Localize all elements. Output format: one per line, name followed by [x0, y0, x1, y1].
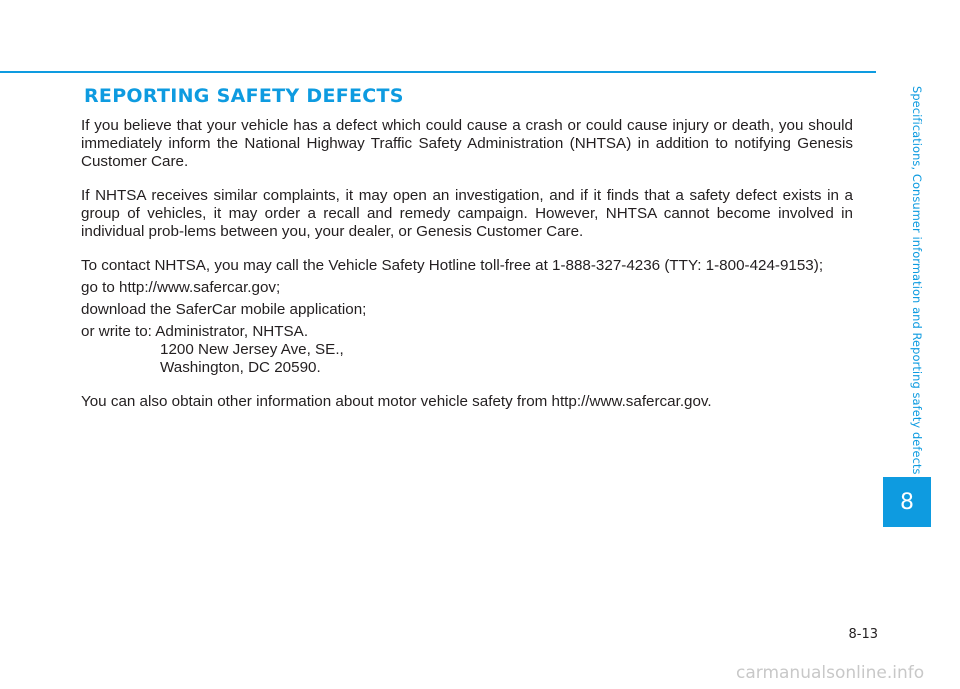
address-street: 1200 New Jersey Ave, SE., — [160, 341, 344, 358]
chapter-tab — [883, 477, 931, 527]
contact-website: go to http://www.safercar.gov; — [81, 279, 281, 296]
body-content — [81, 117, 853, 415]
chapter-number: 8 — [900, 489, 914, 515]
contact-mobile-app: download the SaferCar mobile application; — [81, 301, 367, 318]
paragraph-closing: You can also obtain other information about motor vehicle safety from http://www.safercar.gov. — [81, 393, 712, 410]
page-number: 8-13 — [848, 627, 878, 642]
contact-write: or write to: Administrator, NHTSA. — [81, 323, 309, 340]
section-title: REPORTING SAFETY DEFECTS — [84, 85, 404, 107]
address-city: Washington, DC 20590. — [160, 359, 321, 376]
chapter-side-label: Specifications, Consumer information and Reporting safety defects — [910, 86, 924, 475]
paragraph-nhtsa-investigation: If NHTSA receives similar complaints, it may open an investigation, and if it finds that a safety defect exists in a group of vehicles, it may order a recall and remedy campaign. However, NHTSA cannot become involved in individual prob-lems between you, your dealer, or Genesis Customer Care. — [81, 187, 853, 240]
watermark: carmanualsonline.info — [736, 663, 925, 683]
paragraph-defect-report: If you believe that your vehicle has a defect which could cause a crash or could cause injury or death, you should immediately inform the National Highway Traffic Safety Administration (NHTSA) in addition to notifying Genesis Customer Care. — [81, 117, 853, 170]
contact-hotline: To contact NHTSA, you may call the Vehicle Safety Hotline toll-free at 1-888-327-4236 (TTY: 1-800-424-9153); — [81, 257, 824, 274]
header-rule — [0, 71, 876, 73]
